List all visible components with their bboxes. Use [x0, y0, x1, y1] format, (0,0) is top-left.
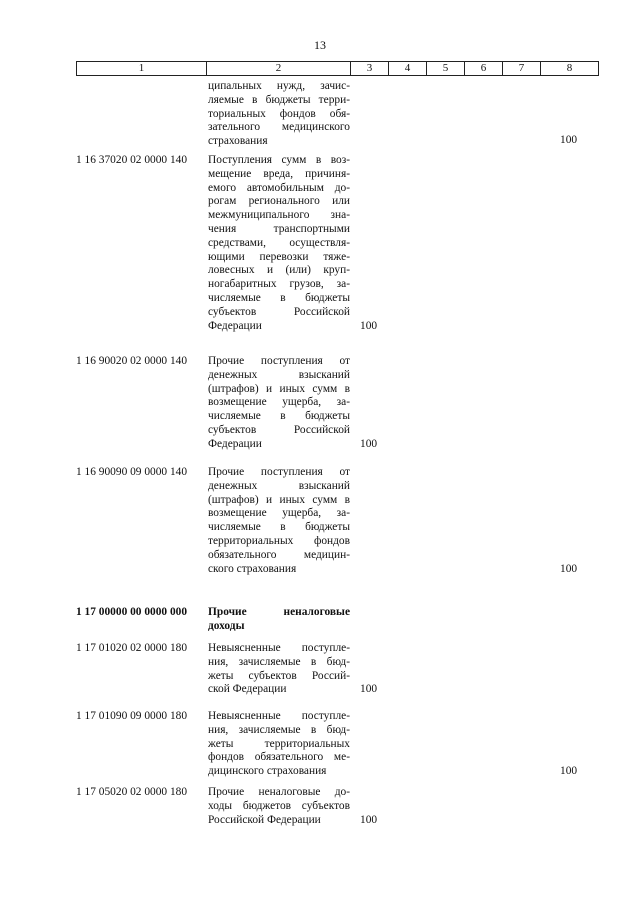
description-line: дицинского страхования: [208, 765, 327, 778]
budget-code: 1 17 05020 02 0000 180: [76, 786, 188, 798]
budget-code: 1 17 01090 09 0000 180: [76, 710, 188, 722]
column-header-1: 1: [77, 62, 207, 76]
description-line: ториальных фондов обя-: [208, 107, 350, 120]
budget-code: 1 17 01020 02 0000 180: [76, 642, 188, 654]
budget-description: [208, 786, 350, 827]
column-8-value: 100: [560, 562, 578, 575]
description-line: фондов обязательного ме-: [208, 751, 350, 764]
budget-code: 1 16 90020 02 0000 140: [76, 355, 188, 367]
column-3-value: 100: [360, 437, 378, 450]
description-line: числяемые в бюджеты: [208, 410, 350, 423]
column-header-4: 4: [389, 62, 427, 76]
description-line: ляемые в бюджеты терри-: [208, 93, 350, 106]
description-line: Прочие неналоговые: [208, 606, 350, 618]
column-header-7: 7: [503, 62, 541, 76]
description-line: Невыясненные поступле-: [208, 710, 350, 722]
description-line: Прочие поступления от: [208, 355, 350, 367]
description-line: ходы бюджетов субъектов: [208, 799, 350, 812]
description-line: Поступления сумм в воз-: [208, 154, 350, 166]
column-8-value: 100: [560, 765, 578, 778]
column-3-value: 100: [360, 683, 378, 696]
description-line: возмещение ущерба, за-: [208, 507, 350, 520]
column-header-5: 5: [427, 62, 465, 76]
description-line: ского страхования: [208, 562, 297, 575]
page-number: 13: [314, 38, 326, 52]
budget-description: [208, 466, 350, 576]
description-line: средствами, осуществля-: [208, 236, 350, 249]
description-line: (штрафов) и иных сумм в: [208, 382, 350, 395]
description-line: ской Федерации: [208, 683, 287, 696]
column-header-8: 8: [541, 62, 599, 76]
description-line: возмещение ущерба, за-: [208, 396, 350, 409]
budget-code: 1 16 90090 09 0000 140: [76, 466, 188, 478]
description-line: мещение вреда, причиня-: [208, 167, 350, 180]
description-line: ципальных нужд, зачис-: [208, 80, 350, 92]
description-line: рогам регионального или: [208, 195, 350, 208]
column-header-table: [76, 61, 599, 76]
description-line: ния, зачисляемые в бюд-: [208, 655, 350, 668]
budget-code: 1 16 37020 02 0000 140: [76, 154, 188, 166]
description-line: зательного медицинского: [208, 121, 350, 134]
description-line: (штрафов) и иных сумм в: [208, 493, 350, 506]
description-line: ногабаритных грузов, за-: [208, 278, 350, 291]
column-header-6: 6: [465, 62, 503, 76]
column-8-value: 100: [560, 134, 578, 147]
description-line: числяемые в бюджеты: [208, 291, 350, 304]
description-line: Федерации: [208, 319, 262, 332]
description-line: ния, зачисляемые в бюд-: [208, 723, 350, 736]
description-line: денежных взысканий: [208, 479, 350, 492]
description-line: Прочие неналоговые до-: [208, 786, 350, 798]
budget-description: [208, 355, 350, 452]
description-line: Прочие поступления от: [208, 466, 350, 478]
description-line: ловесных и (или) круп-: [208, 264, 350, 277]
budget-description: [208, 606, 350, 634]
column-header-2: 2: [207, 62, 351, 76]
column-header-3: 3: [351, 62, 389, 76]
description-line: территориальных фондов: [208, 534, 350, 547]
budget-description: [208, 154, 350, 333]
description-line: Федерации: [208, 437, 262, 450]
description-line: денежных взысканий: [208, 368, 350, 381]
budget-description: [208, 80, 350, 149]
description-line: емого автомобильным до-: [208, 181, 350, 194]
budget-description: [208, 642, 350, 697]
description-line: доходы: [208, 619, 245, 632]
budget-code: 1 17 00000 00 0000 000: [76, 606, 188, 618]
description-line: жеты субъектов Россий-: [208, 669, 350, 682]
description-line: обязательного медицин-: [208, 548, 350, 561]
description-line: страхования: [208, 135, 268, 148]
budget-description: [208, 710, 350, 779]
column-3-value: 100: [360, 813, 378, 826]
column-3-value: 100: [360, 319, 378, 332]
description-line: числяемые в бюджеты: [208, 521, 350, 534]
description-line: жеты территориальных: [208, 737, 350, 750]
description-line: субъектов Российской: [208, 305, 350, 318]
description-line: Невыясненные поступле-: [208, 642, 350, 654]
description-line: чения транспортными: [208, 222, 350, 235]
description-line: ющими перевозки тяже-: [208, 250, 350, 263]
description-line: субъектов Российской: [208, 423, 350, 436]
description-line: межмуниципального зна-: [208, 209, 350, 222]
description-line: Российской Федерации: [208, 813, 321, 826]
